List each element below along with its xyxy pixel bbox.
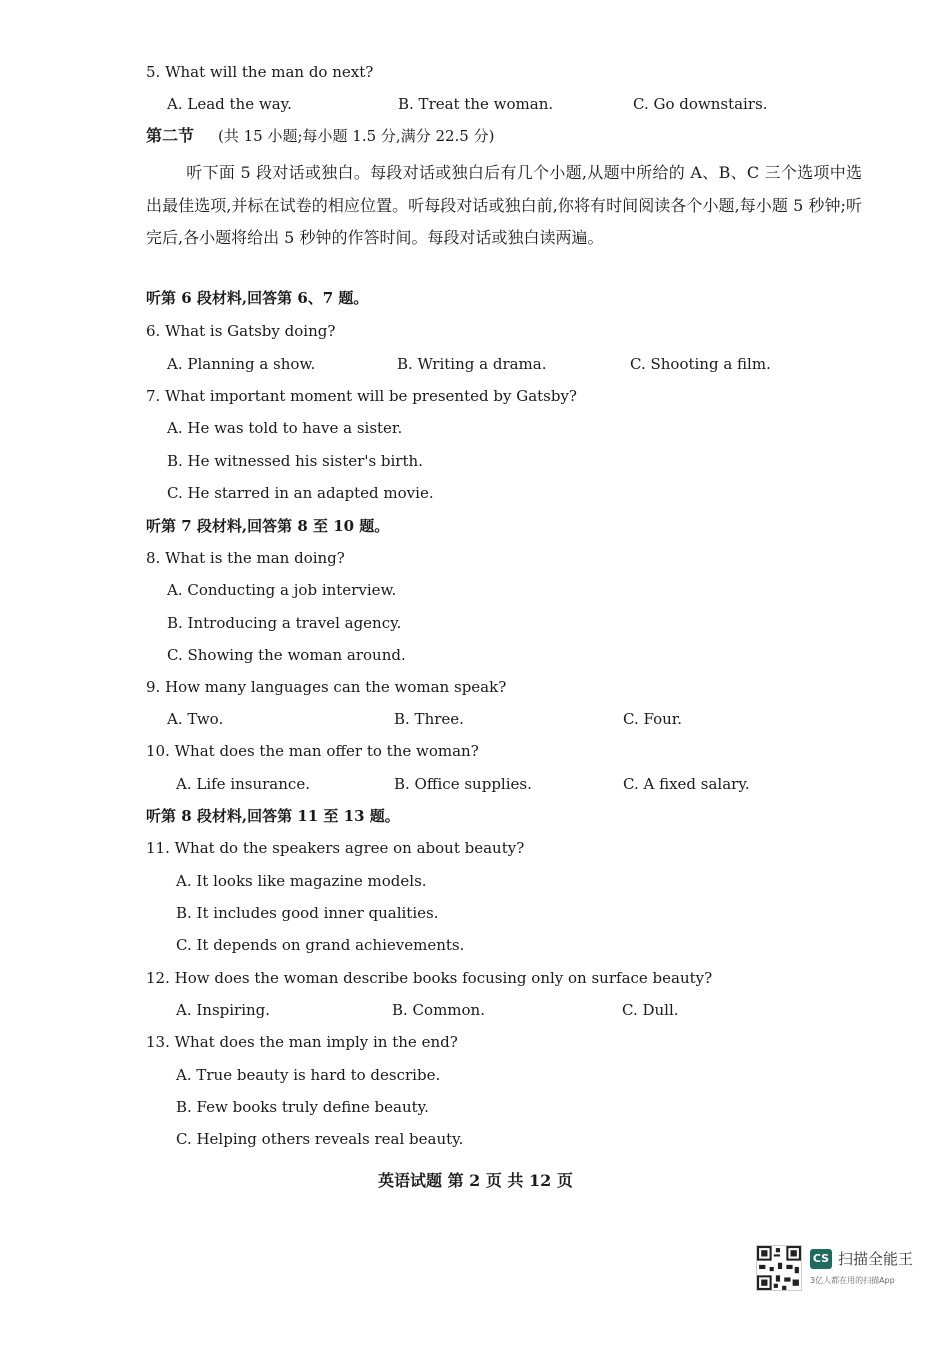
q8-option-a: A. Conducting a job interview. bbox=[167, 581, 397, 599]
camscanner-logo: CS bbox=[810, 1249, 832, 1269]
instructions-text: 听下面 5 段对话或独白。每段对话或独白后有几个小题,从题中所给的 A、B、C 三个选项中选出最佳选项,并标在试卷的相应位置。听每段对话或独白前,你将有时间阅读各个小题,每小题 5 秒钟;听完后,各小题将给出 5 秒钟的作答时间。每段对话或独白读两遍。 bbox=[146, 163, 862, 247]
section-instructions bbox=[146, 157, 862, 255]
q6-option-a: A. Planning a show. bbox=[167, 355, 316, 373]
q12-stem: 12. How does the woman describe books focusing only on surface beauty? bbox=[146, 969, 713, 987]
section-title: 第二节 bbox=[146, 126, 195, 145]
q13-option-c: C. Helping others reveals real beauty. bbox=[176, 1130, 464, 1148]
q6-option-b: B. Writing a drama. bbox=[397, 355, 547, 373]
camscanner-tagline: 3亿人都在用的扫描App bbox=[810, 1276, 895, 1285]
q6-stem: 6. What is Gatsby doing? bbox=[146, 322, 336, 340]
q7-option-c: C. He starred in an adapted movie. bbox=[167, 484, 434, 502]
q9-stem: 9. How many languages can the woman speak? bbox=[146, 678, 507, 696]
q10-option-b: B. Office supplies. bbox=[394, 775, 532, 793]
q5-option-b: B. Treat the woman. bbox=[398, 95, 554, 113]
q8-option-c: C. Showing the woman around. bbox=[167, 646, 406, 664]
q9-option-c: C. Four. bbox=[623, 710, 683, 728]
q12-option-b: B. Common. bbox=[392, 1001, 485, 1019]
q13-option-b: B. Few books truly define beauty. bbox=[176, 1098, 429, 1116]
camscanner-name: 扫描全能王 bbox=[838, 1250, 914, 1268]
material-7-heading: 听第 7 段材料,回答第 8 至 10 题。 bbox=[146, 517, 390, 535]
material-6-heading: 听第 6 段材料,回答第 6、7 题。 bbox=[146, 289, 369, 307]
q10-option-c: C. A fixed salary. bbox=[623, 775, 750, 793]
q11-option-a: A. It looks like magazine models. bbox=[176, 872, 427, 890]
q10-stem: 10. What does the man offer to the woman? bbox=[146, 742, 479, 760]
q8-option-b: B. Introducing a travel agency. bbox=[167, 614, 402, 632]
section-info: (共 15 小题;每小题 1.5 分,满分 22.5 分) bbox=[218, 127, 495, 145]
scanner-watermark bbox=[756, 1245, 921, 1291]
q8-stem: 8. What is the man doing? bbox=[146, 549, 345, 567]
qr-code-icon bbox=[756, 1245, 802, 1291]
q5-option-c: C. Go downstairs. bbox=[633, 95, 768, 113]
page-footer: 英语试题 第 2 页 共 12 页 bbox=[378, 1171, 573, 1190]
q9-option-b: B. Three. bbox=[394, 710, 464, 728]
q12-option-c: C. Dull. bbox=[622, 1001, 679, 1019]
q5-option-a: A. Lead the way. bbox=[167, 95, 292, 113]
q5-stem: 5. What will the man do next? bbox=[146, 63, 374, 81]
q7-option-b: B. He witnessed his sister's birth. bbox=[167, 452, 423, 470]
q11-stem: 11. What do the speakers agree on about beauty? bbox=[146, 839, 525, 857]
q11-option-c: C. It depends on grand achievements. bbox=[176, 936, 465, 954]
q13-option-a: A. True beauty is hard to describe. bbox=[176, 1066, 441, 1084]
q10-option-a: A. Life insurance. bbox=[176, 775, 310, 793]
q13-stem: 13. What does the man imply in the end? bbox=[146, 1033, 458, 1051]
material-8-heading: 听第 8 段材料,回答第 11 至 13 题。 bbox=[146, 807, 400, 825]
q7-option-a: A. He was told to have a sister. bbox=[167, 419, 403, 437]
q6-option-c: C. Shooting a film. bbox=[630, 355, 771, 373]
q9-option-a: A. Two. bbox=[167, 710, 224, 728]
q7-stem: 7. What important moment will be presented by Gatsby? bbox=[146, 387, 577, 405]
q11-option-b: B. It includes good inner qualities. bbox=[176, 904, 439, 922]
q12-option-a: A. Inspiring. bbox=[176, 1001, 271, 1019]
